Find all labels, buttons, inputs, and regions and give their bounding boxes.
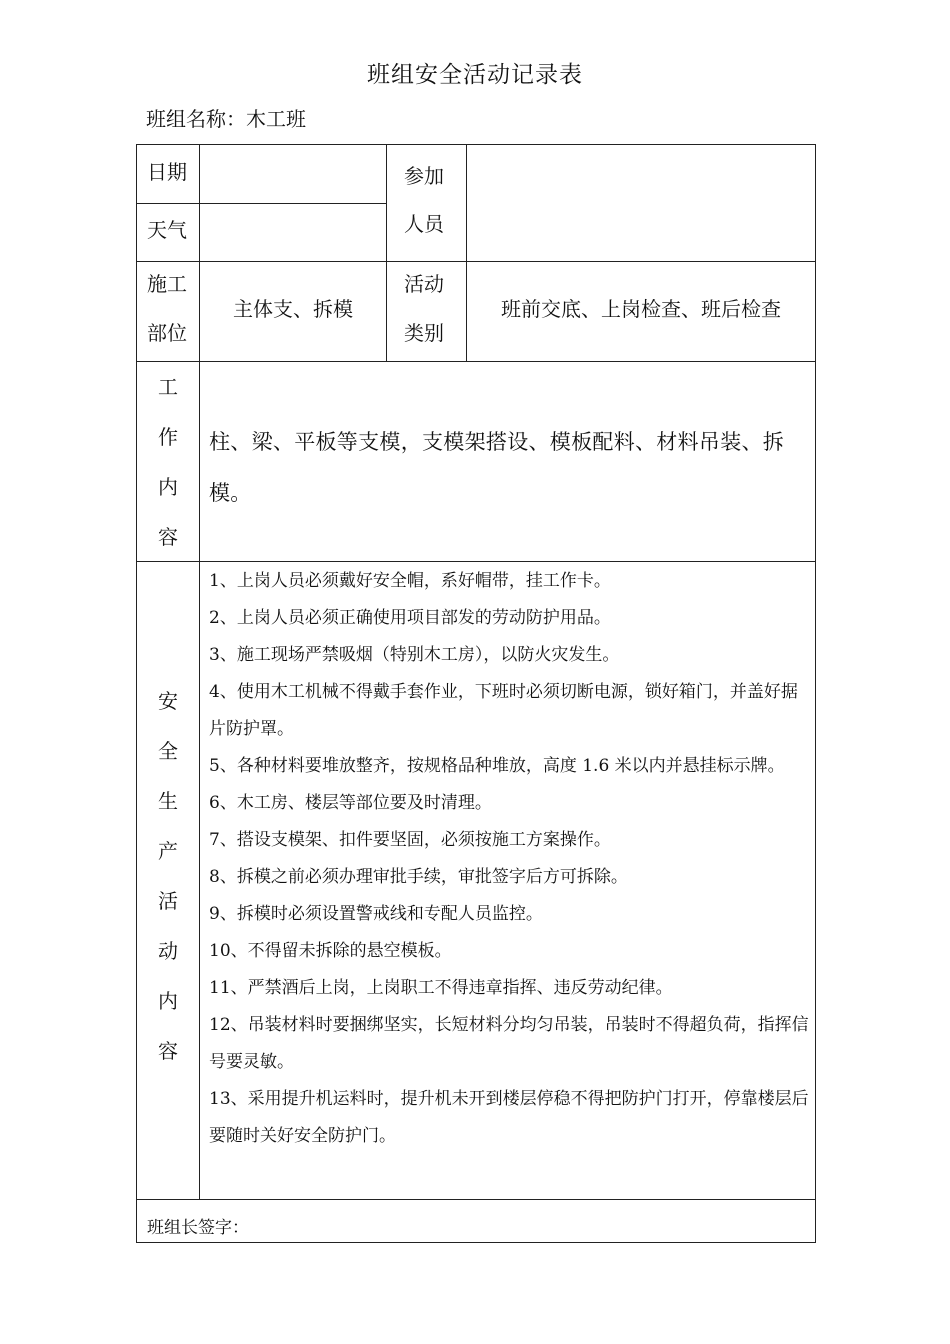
rule-item: 7、搭设支模架、扣件要坚固，必须按施工方案操作。 [209,830,611,850]
label-char: 作 [158,425,178,449]
divider [137,561,815,562]
leader-signature-label: 班组长签字： [147,1218,249,1238]
rule-item: 9、拆模时必须设置警戒线和专配人员监控。 [209,904,543,924]
divider [137,1199,815,1200]
participants-label-line2: 人员 [404,212,444,236]
label-char: 动 [158,939,178,963]
label-char: 安 [158,689,178,713]
label-char: 内 [158,475,178,499]
participants-field[interactable] [477,159,807,249]
work-content-value: 柱、梁、平板等支模，支模架搭设、模板配料、材料吊装、拆模。 [209,430,785,505]
rule-item: 10、不得留未拆除的悬空模板。 [209,941,452,961]
label-char: 产 [158,839,178,863]
category-label-line1: 活动 [404,272,444,296]
label-char: 容 [158,525,178,549]
rule-item: 13、采用提升机运料时，提升机未开到楼层停稳不得把防护门打开，停靠楼层后要随时关好安全防护门。 [209,1089,809,1146]
label-char: 内 [158,989,178,1013]
rule-item: 11、严禁酒后上岗，上岗职工不得违章指挥、违反劳动纪律。 [209,978,673,998]
category-label-line2: 类别 [404,321,444,345]
divider [137,203,387,204]
location-label-line1: 施工 [147,272,187,296]
divider [386,145,387,361]
safety-rules-list [209,563,813,1155]
rule-item: 4、使用木工机械不得戴手套作业，下班时必须切断电源，锁好箱门，并盖好据片防护罩。 [209,682,798,739]
rule-item: 8、拆模之前必须办理审批手续，审批签字后方可拆除。 [209,867,628,887]
safety-content-label [138,685,198,1085]
rule-item: 12、吊装材料时要捆绑坚实，长短材料分均匀吊装，吊装时不得超负荷，指挥信号要灵敏。 [209,1015,809,1072]
rule-item: 1、上岗人员必须戴好安全帽，系好帽带，挂工作卡。 [209,571,611,591]
divider [466,145,467,361]
work-content-label [138,371,198,571]
label-char: 容 [158,1039,178,1063]
date-field[interactable] [209,159,379,189]
label-char: 生 [158,789,178,813]
record-table [136,144,816,1243]
divider [137,261,815,262]
location-label-line2: 部位 [147,321,187,345]
location-value: 主体支、拆模 [233,297,353,321]
weather-label: 天气 [147,218,187,242]
date-label: 日期 [147,160,187,184]
rule-item: 3、施工现场严禁吸烟（特别木工房），以防火灾发生。 [209,645,620,665]
rule-item: 6、木工房、楼层等部位要及时清理。 [209,793,492,813]
team-name: 班组名称：木工班 [146,107,306,131]
form-title: 班组安全活动记录表 [367,62,583,88]
label-char: 活 [158,889,178,913]
rule-item: 2、上岗人员必须正确使用项目部发的劳动防护用品。 [209,608,611,628]
label-char: 工 [158,375,178,399]
label-char: 全 [158,739,178,763]
rule-item: 5、各种材料要堆放整齐，按规格品种堆放，高度 1.6 米以内并悬挂标示牌。 [209,756,785,776]
weather-field[interactable] [209,217,379,247]
divider [137,361,815,362]
participants-label-line1: 参加 [404,164,444,188]
category-value: 班前交底、上岗检查、班后检查 [501,297,781,321]
